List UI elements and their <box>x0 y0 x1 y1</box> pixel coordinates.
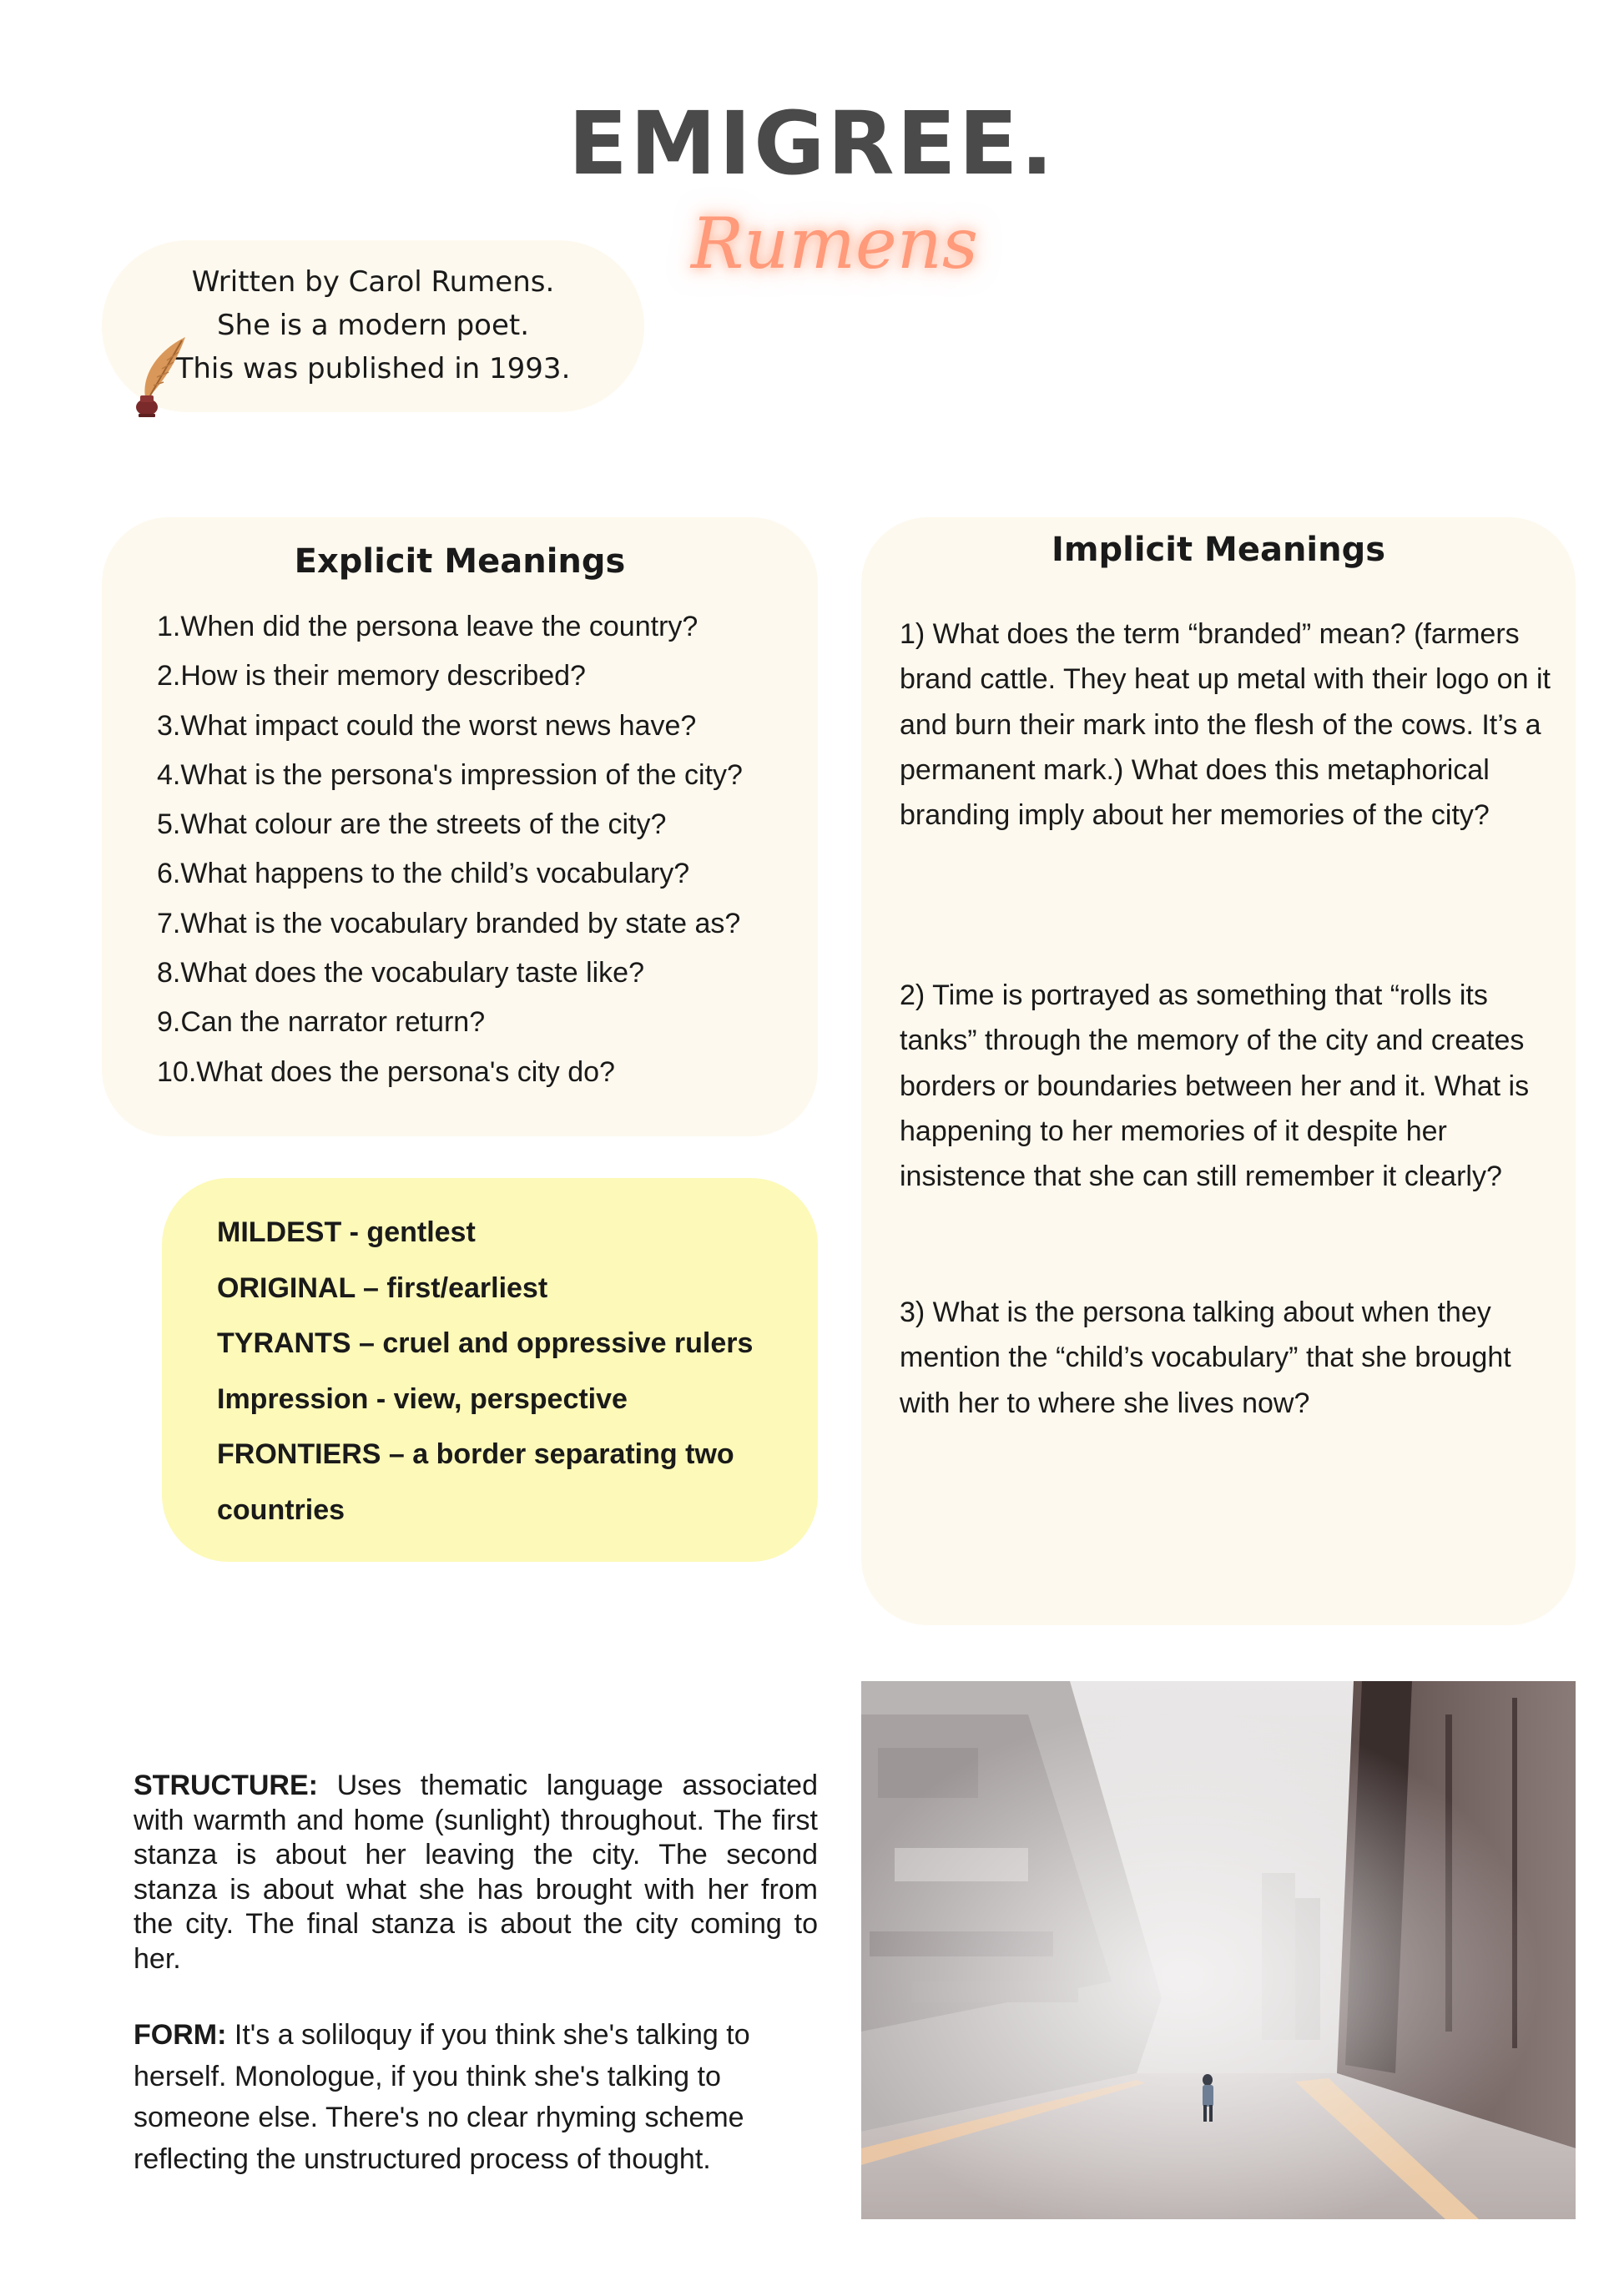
quill-inkpot-icon <box>125 334 192 417</box>
structure-label: STRUCTURE: <box>134 1770 318 1801</box>
list-item: 4.What is the persona's impression of the city? <box>157 758 743 791</box>
implicit-question: 3) What is the persona talking about when they mention the “child’s vocabulary” that she brought with her to where she lives now? <box>900 1297 1511 1419</box>
implicit-meanings-title: Implicit Meanings <box>1051 531 1386 569</box>
explicit-question-list <box>157 602 808 1097</box>
intro-line: Written by Carol Rumens. <box>191 265 555 299</box>
list-item: 6.What happens to the child’s vocabulary? <box>157 858 690 890</box>
intro-line: She is a modern poet. <box>216 309 530 342</box>
page-title: EMIGREE. <box>567 93 1057 194</box>
vocab-item: FRONTIERS – a border separating two countries <box>217 1438 734 1526</box>
list-item: 7.What is the vocabulary branded by state as? <box>157 907 741 939</box>
list-item: 9.Can the narrator return? <box>157 1006 486 1039</box>
foggy-city-street-image <box>861 1681 1576 2219</box>
implicit-question: 1) What does the term “branded” mean? (farmers brand cattle. They heat up metal with their logo on it and burn their mark into the flesh of the cows. It’s a permanent mark.) What does this metaphorical branding imply about her memories of the city? <box>900 618 1551 832</box>
structure-paragraph <box>134 1769 818 1976</box>
structure-text: Uses thematic language associated with warmth and home (sunlight) throughout. The first stanza is about her leaving the city. The second stanza is about what she has brought with her from the city. The final stanza is about the city coming to her. <box>134 1770 818 1975</box>
list-item: 3.What impact could the worst news have? <box>157 709 697 742</box>
vocab-item: Impression - view, perspective <box>217 1382 628 1415</box>
list-item: 5.What colour are the streets of the city? <box>157 808 667 841</box>
author-script-title: Rumens <box>691 203 978 284</box>
list-item: 1.When did the persona leave the country? <box>157 611 699 642</box>
vocab-item: ORIGINAL – first/earliest <box>217 1271 548 1304</box>
vocab-item: TYRANTS – cruel and oppressive rulers <box>217 1327 754 1359</box>
vocabulary-list <box>217 1205 801 1538</box>
explicit-meanings-title: Explicit Meanings <box>294 542 626 581</box>
vocab-item: MILDEST - gentlest <box>217 1216 476 1248</box>
intro-line: This was published in 1993. <box>175 352 571 385</box>
form-paragraph <box>134 2015 818 2180</box>
implicit-question: 2) Time is portrayed as something that “rolls its tanks” through the memory of the city and creates borders or boundaries between her and it. What is happening to her memories of it despite her insistence that she can still remember it clearly? <box>900 979 1530 1193</box>
form-text: It's a soliloquy if you think she's talking to herself. Monologue, if you think she's talking to someone else. There's no clear rhyming scheme reflecting the unstructured process of thought. <box>134 2019 750 2175</box>
list-item: 2.How is their memory described? <box>157 660 586 692</box>
list-item: 8.What does the vocabulary taste like? <box>157 957 644 989</box>
list-item: 10.What does the persona's city do? <box>157 1055 615 1088</box>
form-label: FORM: <box>134 2019 227 2051</box>
